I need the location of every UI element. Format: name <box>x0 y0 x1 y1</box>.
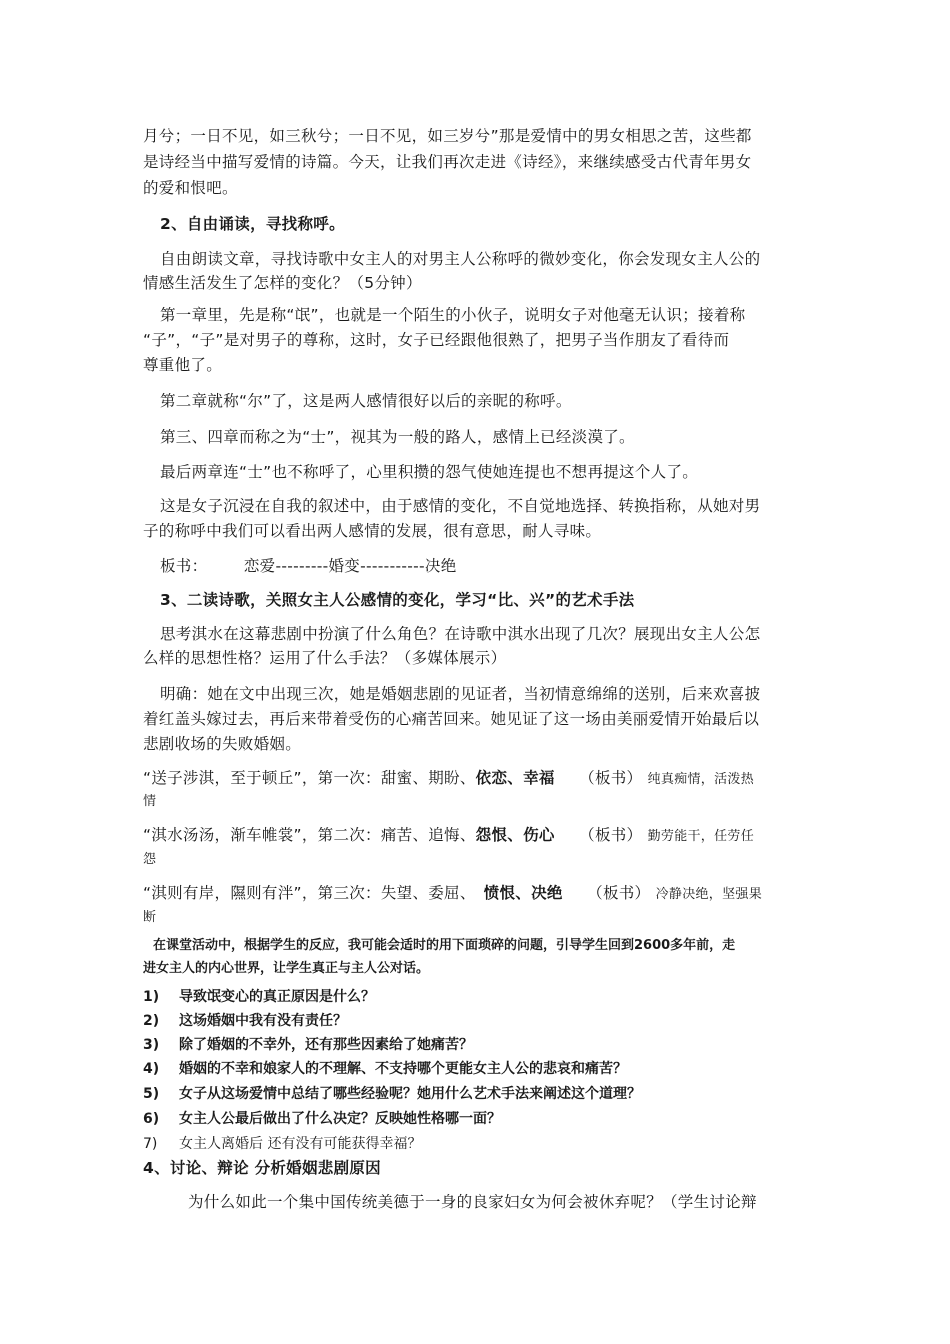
question-3: 3) 除了婚姻的不幸外，还有那些因素给了她痛苦？ <box>143 1037 473 1053</box>
section-3-heading: 3、二读诗歌，关照女主人公感情的变化，学习“比、兴”的艺术手法 <box>160 591 635 609</box>
sec3-p1-line-2: 么样的思想性格？运用了什么手法？（多媒体展示） <box>143 649 507 667</box>
qi-1-board: （板书） <box>579 769 643 787</box>
qi-appearance-1 <box>143 768 813 790</box>
qi-1-trait: 纯真痴情，活泼热 <box>647 772 754 787</box>
question-2: 2) 这场婚姻中我有没有责任？ <box>143 1013 347 1029</box>
board-text: 恋爱---------婚变-----------决绝 <box>243 557 457 575</box>
qi-appearance-2-cont: 怨 <box>143 852 157 867</box>
qi-appearance-1-cont: 情 <box>143 794 157 809</box>
sec4-p1: 为什么如此一个集中国传统美德于一身的良家妇女为何会被休弃呢？（学生讨论辩 <box>188 1193 757 1211</box>
sec2-p1-line-1: 自由朗读文章，寻找诗歌中女主人的对男主人公称呼的微妙变化，你会发现女主人公的 <box>160 250 761 268</box>
sec3-p2-line-2: 着红盖头嫁过去，再后来带着受伤的心痛苦回来。她见证了这一场由美丽爱情开始最后以 <box>143 710 760 728</box>
qi-1-text: “送子涉淇，至于顿丘”，第一次：甜蜜、期盼、 <box>143 769 476 787</box>
section-2-heading: 2、自由诵读，寻找称呼。 <box>160 215 345 233</box>
activity-line-1: 在课堂活动中，根据学生的反应，我可能会适时的用下面琐碎的问题，引导学生回到2600多年前，走 <box>153 938 736 953</box>
qi-1-bold: 依恋、幸福 <box>475 769 555 787</box>
sec2-p3: 第二章就称“尔”了，这是两人感情很好以后的亲昵的称呼。 <box>160 392 572 410</box>
sec3-p2-line-1: 明确：她在文中出现三次，她是婚姻悲剧的见证者，当初情意绵绵的送别，后来欢喜披 <box>160 685 761 703</box>
sec2-p6-line-2: 子的称呼中我们可以看出两人感情的发展，很有意思，耐人寻味。 <box>143 522 602 540</box>
question-6: 6) 女主人公最后做出了什么决定？反映她性格哪一面？ <box>143 1111 501 1127</box>
intro-line-1: 月兮；一日不见，如三秋兮；一日不见，如三岁兮”那是爱情中的男女相思之苦，这些都 <box>143 127 752 145</box>
section-4-heading: 4、讨论、辩论 分析婚姻悲剧原因 <box>143 1159 381 1177</box>
sec2-p2-line-1: 第一章里，先是称“氓”，也就是一个陌生的小伙子，说明女子对他毫无认识；接着称 <box>160 306 746 324</box>
board-label: 板书： <box>160 557 208 575</box>
qi-appearance-2 <box>143 825 813 847</box>
sec2-p1-line-2: 情感生活发生了怎样的变化？（5分钟） <box>143 274 422 292</box>
qi-2-board: （板书） <box>579 826 643 844</box>
qi-2-text: “淇水汤汤，渐车帷裳”，第二次：痛苦、追悔、 <box>143 826 476 844</box>
qi-appearance-3 <box>143 883 813 905</box>
activity-line-2: 进女主人的内心世界，让学生真正与主人公对话。 <box>143 961 430 976</box>
question-1: 1) 导致氓变心的真正原因是什么？ <box>143 989 375 1005</box>
sec2-p4: 第三、四章而称之为“士”，视其为一般的路人，感情上已经淡漠了。 <box>160 428 635 446</box>
question-5: 5) 女子从这场爱情中总结了哪些经验呢？她用什么艺术手法来阐述这个道理？ <box>143 1086 641 1102</box>
qi-3-board: （板书） <box>587 884 651 902</box>
board-writing <box>160 556 830 576</box>
qi-appearance-3-cont: 断 <box>143 910 157 925</box>
question-7: 7) 女主人离婚后 还有没有可能获得幸福？ <box>143 1136 422 1152</box>
sec2-p2-line-3: 尊重他了。 <box>143 356 223 374</box>
qi-3-trait: 冷静决绝，坚强果 <box>655 887 762 902</box>
qi-2-bold: 怨恨、伤心 <box>475 826 555 844</box>
intro-line-3: 的爱和恨吧。 <box>143 179 238 197</box>
sec3-p1-line-1: 思考淇水在这幕悲剧中扮演了什么角色？在诗歌中淇水出现了几次？展现出女主人公怎 <box>160 625 761 643</box>
qi-3-bold: 愤恨、决绝 <box>483 884 563 902</box>
qi-3-text: “淇则有岸，隰则有泮”，第三次：失望、委屈、 <box>143 884 476 902</box>
sec2-p2-line-2: “子”，“子”是对男子的尊称，这时，女子已经跟他很熟了，把男子当作朋友了看待而 <box>143 331 730 349</box>
sec3-p2-line-3: 悲剧收场的失败婚姻。 <box>143 735 302 753</box>
question-4: 4) 婚姻的不幸和娘家人的不理解、不支持哪个更能女主人公的悲哀和痛苦？ <box>143 1061 627 1077</box>
qi-2-trait: 勤劳能干，任劳任 <box>647 829 754 844</box>
sec2-p5: 最后两章连“士”也不称呼了，心里积攒的怨气使她连提也不想再提这个人了。 <box>160 463 699 481</box>
intro-line-2: 是诗经当中描写爱情的诗篇。今天，让我们再次走进《诗经》，来继续感受古代青年男女 <box>143 153 752 171</box>
sec2-p6-line-1: 这是女子沉浸在自我的叙述中，由于感情的变化，不自觉地选择、转换指称，从她对男 <box>160 497 761 515</box>
